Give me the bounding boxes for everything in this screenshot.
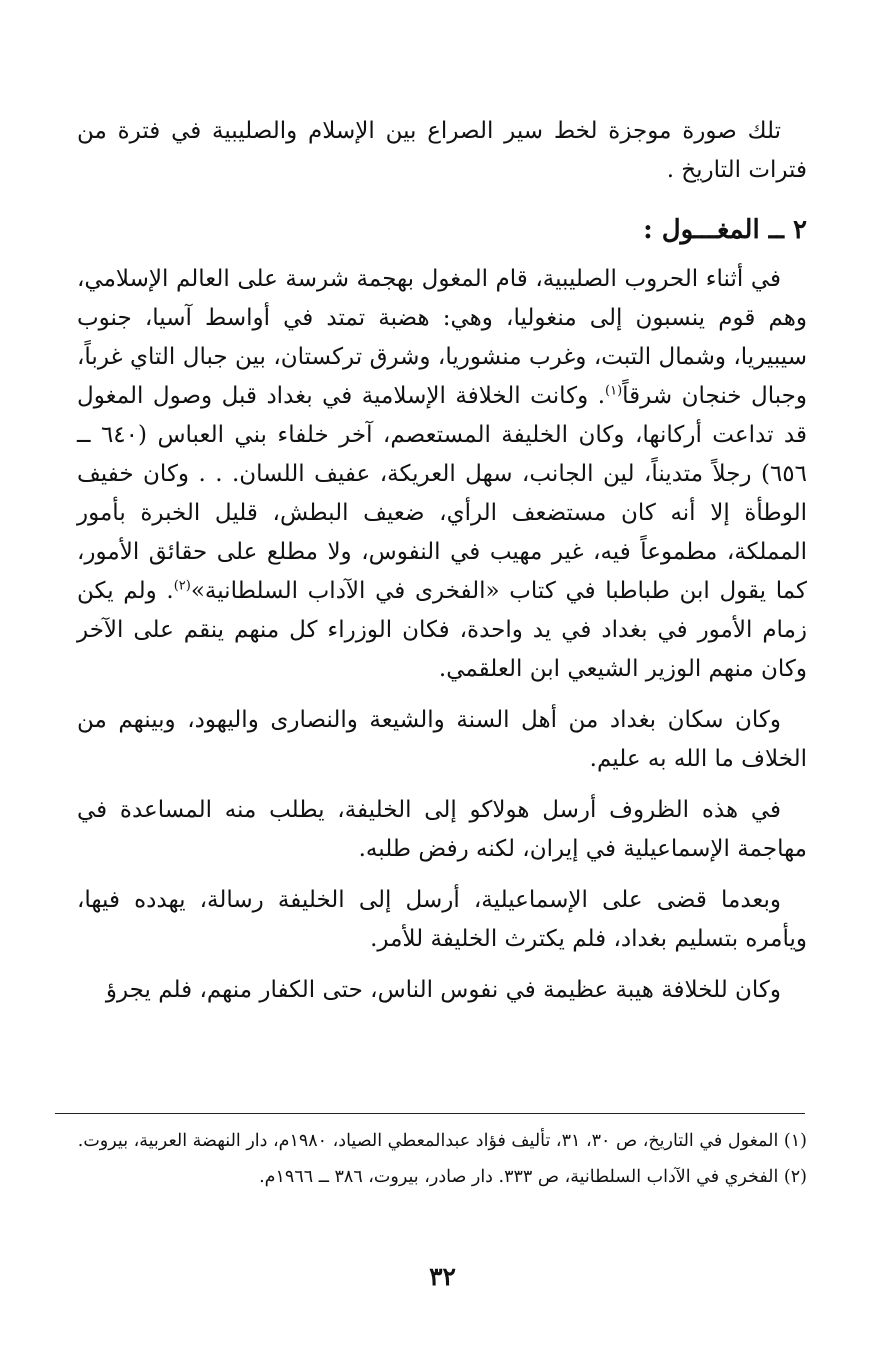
paragraph-mongols-part3: . ولم يكن زمام الأمور في بغداد في يد واحدة، فكان الوزراء كل منهم ينقم على الآخر وكان منهم الوزير الشيعي ابن العلقمي. [77,578,807,682]
section-heading: ٢ ــ المغـــول : [643,215,807,245]
paragraph-mongols-part2: . وكانت الخلافة الإسلامية في بغداد قبل وصول المغول قد تداعت أركانها، وكان الخليفة المستعصم، آخر خلفاء بني العباس (٦٤٠ ــ ٦٥٦) رجلاً متديناً، لين الجانب، سهل العريكة، عفيف اللسان. . . وكان خفيف الوطأة إلا أنه كان مستضعف الرأي، ضعيف البطش، قليل الخبرة بأمور المملكة، مطموعاً فيه، غير مهيب في النفوس، ولا مطلع على حقائق الأمور، كما يقول ابن طباطبا في كتاب «الفخرى في الآداب السلطانية» [77,383,807,604]
paragraph-mongols [77,260,807,689]
paragraph-intro [77,112,807,190]
footnotes [57,1125,807,1197]
paragraph-mongols-part1: في أثناء الحروب الصليبية، قام المغول بهجمة شرسة على العالم الإسلامي، وهم قوم ينسبون إلى منغوليا، وهي: هضبة تمتد في أواسط آسيا، جنوب سيبيريا، وشمال التبت، وغرب منشوريا، وشرق تركستان، بين جبال التاي غرباً، وجبال خنجان شرقاً [77,266,807,409]
main-text [77,112,807,1022]
paragraph-caliphate-prestige: وكان للخلافة هيبة عظيمة في نفوس الناس، حتى الكفار منهم، فلم يجرؤ [105,977,781,1003]
paragraph-baghdad-population: وكان سكان بغداد من أهل السنة والشيعة والنصارى واليهود، وبينهم من الخلاف ما الله به عليم. [77,707,807,772]
footnote-divider [55,1113,805,1114]
footnote-1: (١) المغول في التاريخ، ص ٣٠، ٣١، تأليف فؤاد عبدالمعطي الصياد، ١٩٨٠م، دار النهضة العربية، بيروت. [77,1131,807,1151]
paragraph-hulagu-threat: وبعدما قضى على الإسماعيلية، أرسل إلى الخليفة رسالة، يهدده فيها، ويأمره بتسليم بغداد، فلم يكترث الخليفة للأمر. [77,887,807,952]
footnote-2: (٢) الفخري في الآداب السلطانية، ص ٣٣٣. دار صادر، بيروت، ٣٨٦ ــ ١٩٦٦م. [259,1167,807,1187]
paragraph-intro-text: تلك صورة موجزة لخط سير الصراع بين الإسلام والصليبية في فترة من فترات التاريخ . [77,118,807,183]
footnote-ref-1: (١) [605,383,623,399]
paragraph-hulagu-request: في هذه الظروف أرسل هولاكو إلى الخليفة، يطلب منه المساعدة في مهاجمة الإسماعيلية في إيران، لكنه رفض طلبه. [77,797,807,862]
page-number: ٣٢ [429,1262,456,1291]
footnote-ref-2: (٢) [173,578,191,594]
